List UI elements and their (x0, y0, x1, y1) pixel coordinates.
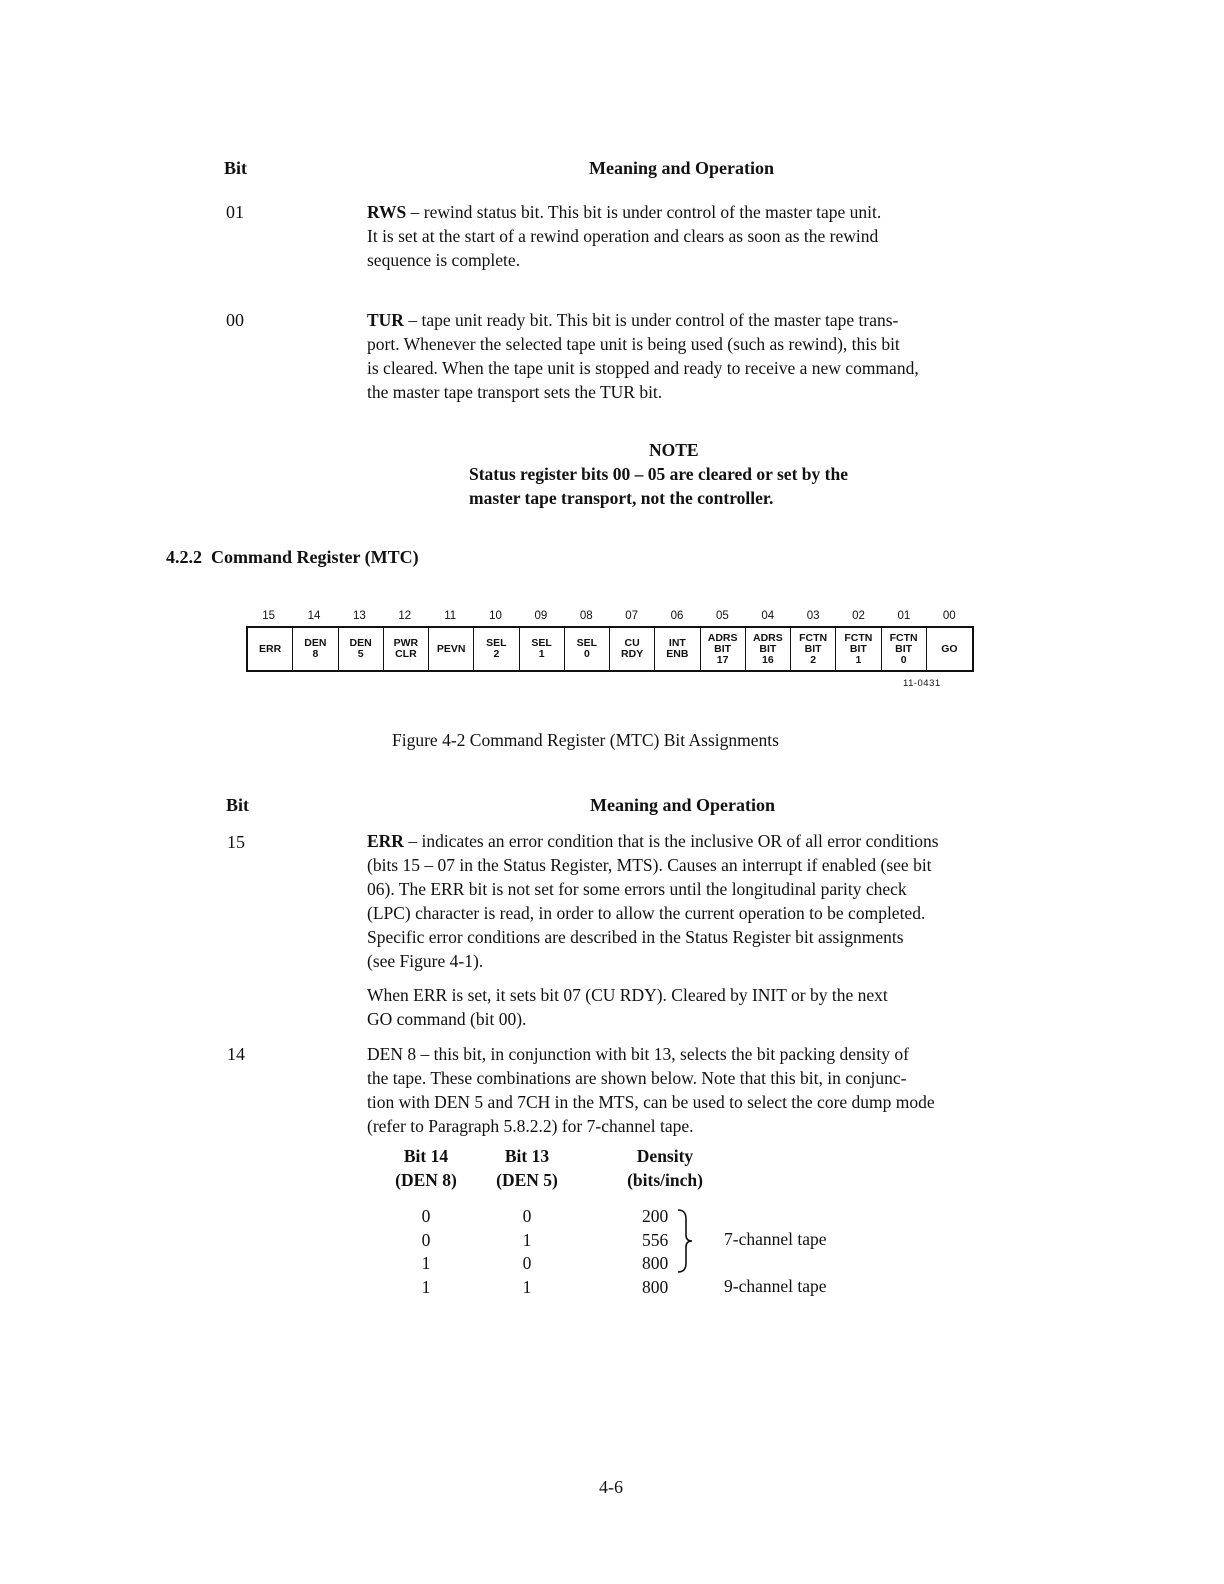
section-heading (166, 547, 419, 568)
register-field: DEN 8 (293, 628, 338, 670)
bit-label: 14 (307, 610, 321, 622)
header-line: (DEN 8) (395, 1169, 457, 1190)
text-line: GO command (bit 00). (367, 1009, 527, 1029)
err-extra (367, 983, 1047, 1031)
text-line: When ERR is set, it sets bit 07 (CU RDY). Cleared by INIT or by the next (367, 985, 888, 1005)
col-bit13 (488, 1205, 566, 1299)
text-line: port. Whenever the selected tape unit is being used (such as rewind), this bit (367, 334, 900, 354)
text-line: – this bit, in conjunction with bit 13, selects the bit packing density of (420, 1044, 909, 1064)
text-line: (LPC) character is read, in order to allow the current operation to be completed. (367, 903, 926, 923)
table-cell: 1 (421, 1253, 431, 1273)
bit-label: 08 (579, 610, 593, 622)
register-field: PWR CLR (384, 628, 429, 670)
header-line: (bits/inch) (627, 1169, 703, 1190)
term: ERR (367, 831, 404, 851)
bit-label: 09 (534, 610, 548, 622)
table-cell: 0 (522, 1253, 532, 1273)
register-field: SEL 1 (520, 628, 565, 670)
bit-label: 06 (670, 610, 684, 622)
text-line: It is set at the start of a rewind operation and clears as soon as the rewind (367, 226, 879, 246)
text-line: – indicates an error condition that is the inclusive OR of all error conditions (408, 831, 939, 851)
term: RWS (367, 202, 407, 222)
header-line: Bit 14 (403, 1146, 449, 1166)
label-7ch: 7-channel tape (724, 1229, 827, 1249)
header-line: (DEN 5) (496, 1169, 558, 1190)
bit-label: 10 (489, 610, 502, 622)
bit-label: 04 (761, 610, 775, 622)
bit-label: 00 (942, 610, 956, 622)
text-line: the master tape transport sets the TUR bit. (367, 382, 663, 402)
den8-description (367, 1042, 1047, 1138)
register-field: INT ENB (655, 628, 700, 670)
register-bit-numbers (246, 610, 972, 622)
bit-label: 03 (806, 610, 820, 622)
header-bit14 (380, 1145, 472, 1192)
register-field: SEL 0 (565, 628, 610, 670)
col-bit14 (380, 1205, 472, 1299)
bit-column-header: Bit (224, 158, 248, 178)
text-line: – rewind status bit. This bit is under control of the master tape unit. (410, 202, 882, 222)
text-line: sequence is complete. (367, 250, 521, 270)
text-line: the tape. These combinations are shown below. Note that this bit, in conjunc- (367, 1068, 907, 1088)
bit-number: 15 (227, 832, 245, 852)
register-field: FCTN BIT 0 (882, 628, 927, 670)
bit-label: 07 (625, 610, 639, 622)
table-cell: 1 (522, 1276, 532, 1297)
register-field: SEL 2 (474, 628, 519, 670)
register-field: ADRS BIT 16 (746, 628, 791, 670)
brace-icon (676, 1207, 700, 1275)
table-cell: 800 (642, 1253, 669, 1273)
table-cell: 1 (522, 1229, 532, 1250)
text-line: tion with DEN 5 and 7CH in the MTS, can be used to select the core dump mode (367, 1092, 935, 1112)
bit-number: 14 (227, 1044, 245, 1064)
figure-caption: Figure 4-2 Command Register (MTC) Bit Assignments (392, 730, 779, 750)
label-9ch: 9-channel tape (724, 1276, 827, 1296)
text-line: 06). The ERR bit is not set for some errors until the longitudinal parity check (367, 879, 907, 899)
table-cell: 0 (421, 1206, 431, 1226)
text-line: (see Figure 4-1). (367, 951, 484, 971)
drawing-id: 11-0431 (903, 678, 941, 689)
register-field: PEVN (429, 628, 474, 670)
table-cell: 200 (642, 1206, 669, 1226)
text-line: (refer to Paragraph 5.8.2.2) for 7-channel tape. (367, 1116, 694, 1136)
register-field: ADRS BIT 17 (701, 628, 746, 670)
table-cell: 556 (642, 1229, 669, 1250)
text-line: (bits 15 – 07 in the Status Register, MTS). Causes an interrupt if enabled (see bit (367, 855, 932, 875)
rws-description (367, 200, 1027, 272)
register-field: ERR (248, 628, 293, 670)
register-field: CU RDY (610, 628, 655, 670)
register-field: GO (941, 642, 958, 655)
err-description (367, 829, 1047, 973)
bit-label: 11 (444, 610, 457, 622)
section-title: Command Register (MTC) (211, 547, 419, 567)
register-field: DEN 5 (339, 628, 384, 670)
bit-label: 12 (398, 610, 412, 622)
header-bit13 (488, 1145, 566, 1192)
table-cell: 0 (421, 1229, 431, 1250)
register-field: FCTN BIT 1 (836, 628, 881, 670)
bit-label: 01 (897, 610, 911, 622)
table-cell: 800 (642, 1276, 669, 1297)
note-title: NOTE (649, 440, 699, 460)
table-cell: 1 (421, 1276, 431, 1297)
header-line: Bit 13 (504, 1146, 550, 1166)
header-density (620, 1145, 710, 1192)
section-number: 4.2.2 (166, 547, 202, 567)
text-line: Specific error conditions are described in the Status Register bit assignments (367, 927, 904, 947)
bit-label: 02 (852, 610, 865, 622)
header-line: Density (636, 1146, 694, 1166)
command-register-diagram (246, 626, 974, 672)
bit-label: 15 (262, 610, 276, 622)
bit-label: 05 (716, 610, 729, 622)
text-line: – tape unit ready bit. This bit is under control of the master tape trans- (408, 310, 899, 330)
note-line: Status register bits 00 – 05 are cleared or set by the (469, 464, 848, 484)
bit-label: 13 (353, 610, 366, 622)
meaning-column-header: Meaning and Operation (589, 158, 775, 178)
register-field: FCTN BIT 2 (791, 628, 836, 670)
bit-number: 00 (226, 310, 244, 330)
meaning-column-header: Meaning and Operation (590, 795, 776, 815)
bit-number: 01 (226, 202, 244, 222)
text-line: is cleared. When the tape unit is stopped and ready to receive a new command, (367, 358, 919, 378)
tur-description (367, 308, 1047, 404)
term: DEN 8 (367, 1044, 417, 1064)
term: TUR (367, 310, 404, 330)
table-cell: 0 (522, 1206, 532, 1226)
page-number: 4-6 (599, 1477, 623, 1497)
note-line: master tape transport, not the controller. (469, 488, 774, 508)
bit-column-header: Bit (226, 795, 250, 815)
